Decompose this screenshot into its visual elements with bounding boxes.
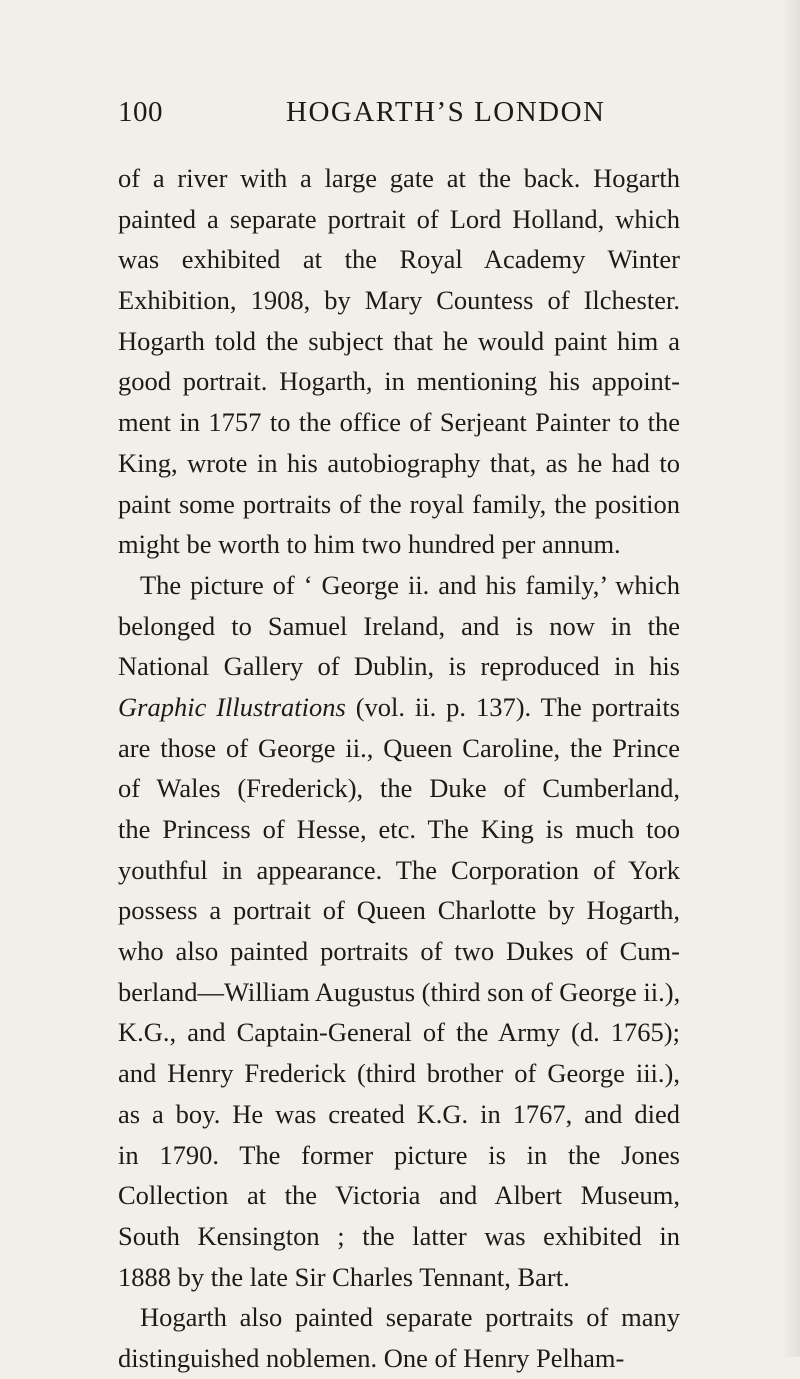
text-line-content: distinguished noblemen. One of Henry Pelham- bbox=[118, 1342, 625, 1373]
text-line bbox=[118, 484, 680, 525]
text-line bbox=[118, 850, 680, 891]
text-line bbox=[118, 1053, 680, 1094]
text-line-content: berland—William Augustus (third son of George ii.), bbox=[118, 976, 681, 1007]
text-line-content: paint some portraits of the royal family, the position bbox=[118, 488, 680, 519]
text-line bbox=[118, 606, 680, 647]
text-line bbox=[118, 1257, 680, 1298]
text-line bbox=[118, 768, 680, 809]
text-line-content: National Gallery of Dublin, is reproduced in his bbox=[118, 651, 680, 682]
text-line bbox=[118, 321, 680, 362]
page-header bbox=[118, 92, 718, 132]
text-line bbox=[118, 1094, 680, 1135]
text-line bbox=[118, 1175, 680, 1216]
text-line-content: and Henry Frederick (third brother of George iii.), bbox=[118, 1058, 680, 1089]
text-line-content: are those of George ii., Queen Caroline, the Prince bbox=[118, 732, 680, 763]
text-line-content: (vol. ii. p. 137). The portraits bbox=[345, 691, 680, 722]
text-line-content: South Kensington ; the latter was exhibited in bbox=[118, 1220, 680, 1251]
italic-title: Graphic Illustrations bbox=[118, 691, 346, 722]
text-line bbox=[118, 1338, 680, 1379]
text-line-content: The picture of ‘ George ii. and his family,’ which bbox=[140, 569, 680, 600]
body-text bbox=[118, 158, 680, 1379]
text-line bbox=[118, 199, 680, 240]
text-line-content: as a boy. He was created K.G. in 1767, and died bbox=[118, 1098, 680, 1129]
text-line bbox=[118, 890, 680, 931]
text-line bbox=[118, 1297, 680, 1338]
text-line-content: K.G., and Captain-General of the Army (d. 1765); bbox=[118, 1017, 680, 1048]
text-line-content: good portrait. Hogarth, in mentioning his appoint- bbox=[118, 366, 680, 397]
text-line bbox=[118, 1216, 680, 1257]
page-number: 100 bbox=[118, 96, 163, 128]
text-line bbox=[118, 1012, 680, 1053]
text-line-content: the Princess of Hesse, etc. The King is much too bbox=[118, 814, 680, 844]
text-line bbox=[118, 931, 680, 972]
text-line bbox=[118, 1135, 680, 1176]
text-line-content: in 1790. The former picture is in the Jones bbox=[118, 1139, 680, 1170]
text-line-content: might be worth to him two hundred per annum. bbox=[118, 529, 621, 560]
text-line bbox=[118, 646, 680, 687]
text-line-content: youthful in appearance. The Corporation of York bbox=[118, 854, 680, 885]
text-line-content: who also painted portraits of two Dukes of Cum- bbox=[118, 936, 680, 967]
text-line-content: Hogarth also painted separate portraits of many bbox=[140, 1302, 680, 1333]
text-line-content: painted a separate portrait of Lord Holland, which bbox=[118, 203, 680, 234]
text-line-content: possess a portrait of Queen Charlotte by Hogarth, bbox=[118, 895, 680, 926]
text-line bbox=[118, 443, 680, 484]
text-line bbox=[118, 239, 680, 280]
running-title: HOGARTH’S LONDON bbox=[286, 96, 606, 128]
text-line bbox=[118, 809, 680, 850]
text-line bbox=[118, 524, 680, 565]
text-line-content: Collection at the Victoria and Albert Museum, bbox=[118, 1180, 680, 1211]
page-edge-shadow bbox=[782, 0, 800, 1357]
text-line-content: King, wrote in his autobiography that, as he had to bbox=[118, 447, 680, 478]
text-line bbox=[118, 972, 680, 1013]
text-line-content: of Wales (Frederick), the Duke of Cumberland, bbox=[118, 773, 680, 804]
text-line-content: of a river with a large gate at the back. Hogarth bbox=[118, 163, 680, 193]
text-line bbox=[118, 402, 680, 443]
text-line-content: belonged to Samuel Ireland, and is now in the bbox=[118, 610, 680, 641]
text-line bbox=[118, 565, 680, 606]
text-line bbox=[118, 687, 680, 728]
text-line bbox=[118, 728, 680, 769]
text-line bbox=[118, 158, 680, 199]
text-line-content: Exhibition, 1908, by Mary Countess of Ilchester. bbox=[118, 285, 680, 316]
text-line-content: was exhibited at the Royal Academy Winter bbox=[118, 244, 680, 275]
text-line-content: ment in 1757 to the office of Serjeant Painter to the bbox=[118, 407, 680, 438]
text-line-content: 1888 by the late Sir Charles Tennant, Bart. bbox=[118, 1261, 570, 1292]
text-line bbox=[118, 280, 680, 321]
text-line bbox=[118, 361, 680, 402]
text-line-content: Hogarth told the subject that he would paint him a bbox=[118, 325, 680, 356]
